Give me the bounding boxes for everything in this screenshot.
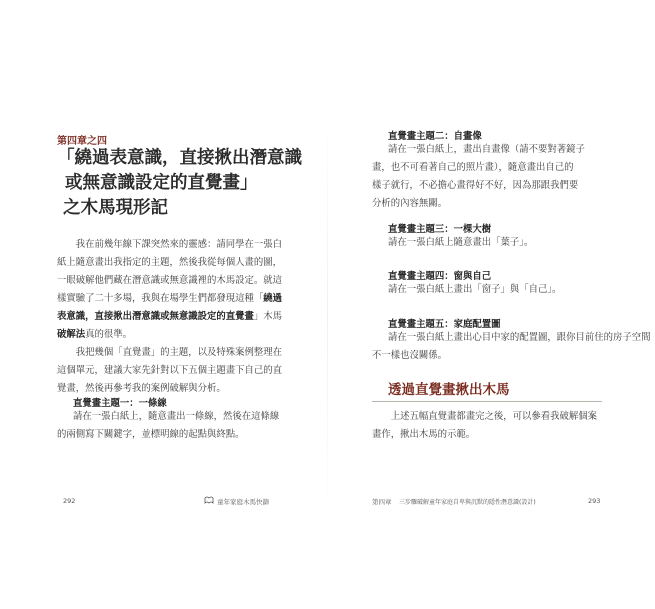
topic-1-line-1: 請在一張白紙上，隨意畫出一條線，然後在這條線 [73,411,280,422]
intro-p1-line-4 [57,290,283,308]
topic-2-line-1: 請在一張白紙上，畫出自畫像（請不要對著鏡子 [388,144,585,155]
topic-1-body [57,408,280,444]
intro-paragraph-1 [57,236,283,344]
intro-p1-bold-a: 繞過 [263,293,283,304]
topic-3-body [388,234,533,252]
topic-1-line-2: 的兩側寫下關鍵字，並標明線的起點與終點。 [57,429,245,440]
intro-paragraph-2 [57,344,283,398]
topic-3-title: 直覺畫主題三：一棵大樹 [388,224,492,235]
chapter-title [57,146,317,221]
chapter-title-line-1: 「繞過表意識，直接揪出潛意識 [57,148,302,168]
right-page-number: 293 [588,497,601,505]
intro-p1-line-3: 一眼破解他們藏在潛意識或無意識裡的木馬設定。就這 [57,275,283,286]
left-page-number: 292 [63,497,76,505]
intro-p2-line-3: 覺畫，然後再參考我的案例破解與分析。 [57,383,226,394]
topic-5-body [372,329,651,365]
topic-2-line-2: 畫，也不可看著自己的照片畫），隨意畫出自己的 [372,162,574,173]
chapter-title-line-2: 或無意識設定的直覺畫」 [65,173,258,193]
intro-p1-line-2: 紙上隨意畫出我指定的主題，然後我從每個人畫的圖， [57,257,283,268]
intro-p1-line-1: 我在前幾年線下課突然來的靈感：請同學在一張白 [75,239,283,250]
closing-line-1: 上述五幅直覺畫都畫完之後，可以參看我破解個案 [390,411,598,422]
intro-p1-line-5-tail: 」木馬 [253,311,283,322]
intro-p1-line-6-bold: 破解法 [57,329,86,340]
intro-p2-line-2: 這個單元，建議大家先針對以下五個主題畫下自己的直 [57,365,283,376]
topic-3-line-1: 請在一張白紙上隨意畫出「葉子」。 [388,237,534,248]
right-running-title: 三步驟破解童年家庭自卑與沉默的隱性潛意識(設計) [399,499,536,506]
left-running-title: 童年家庭木馬快篩 [217,498,269,506]
topic-4-line-1: 請在一張白紙上畫出「窗子」與「自己」。 [388,284,562,295]
right-footer-chapter: 第四章 [372,498,392,506]
topic-4-body [388,281,561,299]
book-logo-icon [204,495,214,505]
section-heading: 透過直覺畫揪出木馬 [388,382,510,398]
right-page [328,0,655,609]
intro-p1-line-5 [57,308,283,326]
topic-5-line-2: 不一樣也沒關係。 [372,350,448,361]
topic-2-line-3: 樣子就行，不必擔心畫得好不好，因為那跟我們要 [372,180,579,191]
topic-5-title: 直覺畫主題五：家庭配置圖 [388,319,501,330]
topic-2-line-4: 分析的內容無關。 [372,198,448,209]
closing-paragraph [372,408,598,444]
intro-p1-line-5-bold: 表意識，直接揪出潛意識或無意識設定的直覺畫 [57,311,254,322]
section-divider [372,401,602,402]
chapter-label: 第四章之四 [57,136,107,147]
topic-2-title: 直覺畫主題二：自畫像 [388,131,482,142]
topic-2-body [372,141,585,213]
topic-5-line-1: 請在一張白紙上畫出心目中家的配置圖，跟你目前住的房子空間 [388,332,651,343]
intro-p2-line-1: 我把幾個「直覺畫」的主題，以及特殊案例整理在 [75,347,283,358]
intro-p1-line-4-text: 樣實驗了二十多場，我與在場學生們都發現這種「 [57,293,264,304]
topic-1-title: 直覺畫主題一：一條線 [73,398,167,409]
chapter-title-line-3: 之木馬現形記 [63,198,168,218]
intro-p1-line-6-tail: 真的很準。 [85,329,133,340]
closing-line-2: 畫作，揪出木馬的示範。 [372,429,476,440]
topic-4-title: 直覺畫主題四：窗與自己 [388,271,492,282]
intro-p1-line-6 [57,326,273,344]
